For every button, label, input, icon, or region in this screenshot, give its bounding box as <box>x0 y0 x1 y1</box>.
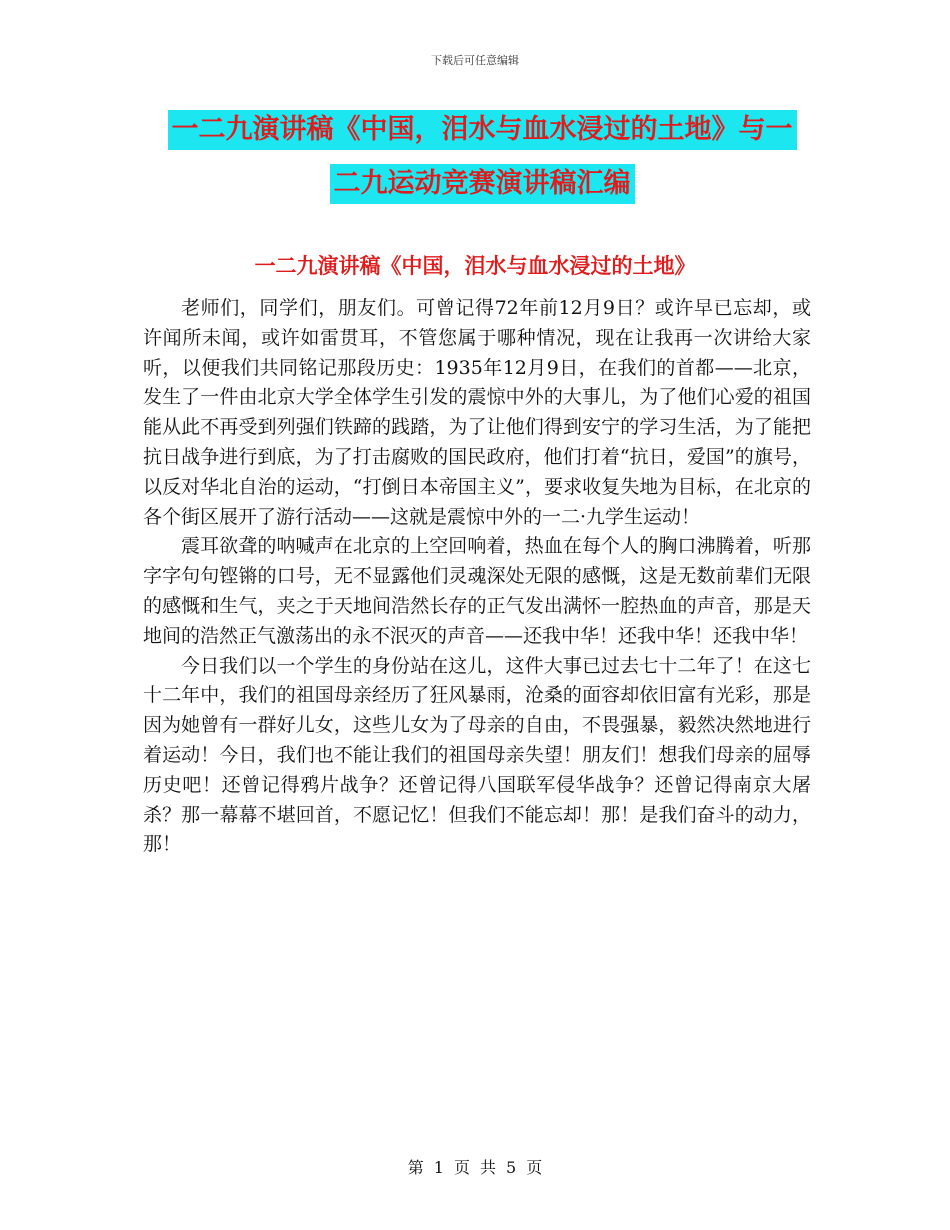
paragraph: 老师们，同学们，朋友们。可曾记得72年前12月9日？或许早已忘却，或许闻所未闻，或许如雷贯耳，不管您属于哪种情况，现在让我再一次讲给大家听，以便我们共同铭记那段历史：1935年12月9日，在我们的首都——北京，发生了一件由北京大学全体学生引发的震惊中外的大事儿，为了他们心爱的祖国能从此不再受到列强们铁蹄的践踏，为了让他们得到安宁的学习生活，为了能把抗日战争进行到底，为了打击腐败的国民政府，他们打着“抗日，爱国”的旗号，以反对华北自治的运动，“打倒日本帝国主义”，要求收复失地为目标，在北京的各个街区展开了游行活动——这就是震惊中外的一二·九学生运动！ <box>143 297 811 528</box>
paragraph: 震耳欲聋的呐喊声在北京的上空回响着，热血在每个人的胸口沸腾着，听那字字句句铿锵的口号，无不显露他们灵魂深处无限的感慨，这是无数前辈们无限的感慨和生气，夹之于天地间浩然长存的正气发出满怀一腔热血的声音，那是天地间的浩然正气激荡出的永不泯灭的声音——还我中华！还我中华！还我中华！ <box>143 535 811 647</box>
section-heading: 一二九演讲稿《中国，泪水与血水浸过的土地》 <box>254 254 696 278</box>
page-footer <box>0 1155 950 1178</box>
footer-word: 页 <box>526 1158 543 1177</box>
paragraph: 今日我们以一个学生的身份站在这儿，这件大事已过去七十二年了！在这七十二年中，我们的祖国母亲经历了狂风暴雨，沧桑的面容却依旧富有光彩，那是因为她曾有一群好儿女，这些儿女为了母亲的自由，不畏强暴，毅然决然地进行着运动！今日，我们也不能让我们的祖国母亲失望！朋友们！想我们母亲的屈辱历史吧！还曾记得鸦片战争？还曾记得八国联军侵华战争？还曾记得南京大屠杀？那一幕幕不堪回首，不愿记忆！但我们不能忘却！那！是我们奋斗的动力，那！ <box>143 654 811 856</box>
footer-word: 第 <box>407 1158 424 1177</box>
footer-word: 共 <box>480 1158 497 1177</box>
total-page-count: 5 <box>506 1158 517 1177</box>
title-line-1: 一二九演讲稿《中国，泪水与血水浸过的土地》与一 <box>168 110 797 150</box>
title-line-2: 二九运动竞赛演讲稿汇编 <box>330 164 635 204</box>
footer-word: 页 <box>453 1158 470 1177</box>
speech-body <box>143 294 811 860</box>
current-page-number: 1 <box>433 1158 444 1177</box>
document-title <box>142 110 822 218</box>
page-header-note: 下载后可任意编辑 <box>431 54 519 67</box>
